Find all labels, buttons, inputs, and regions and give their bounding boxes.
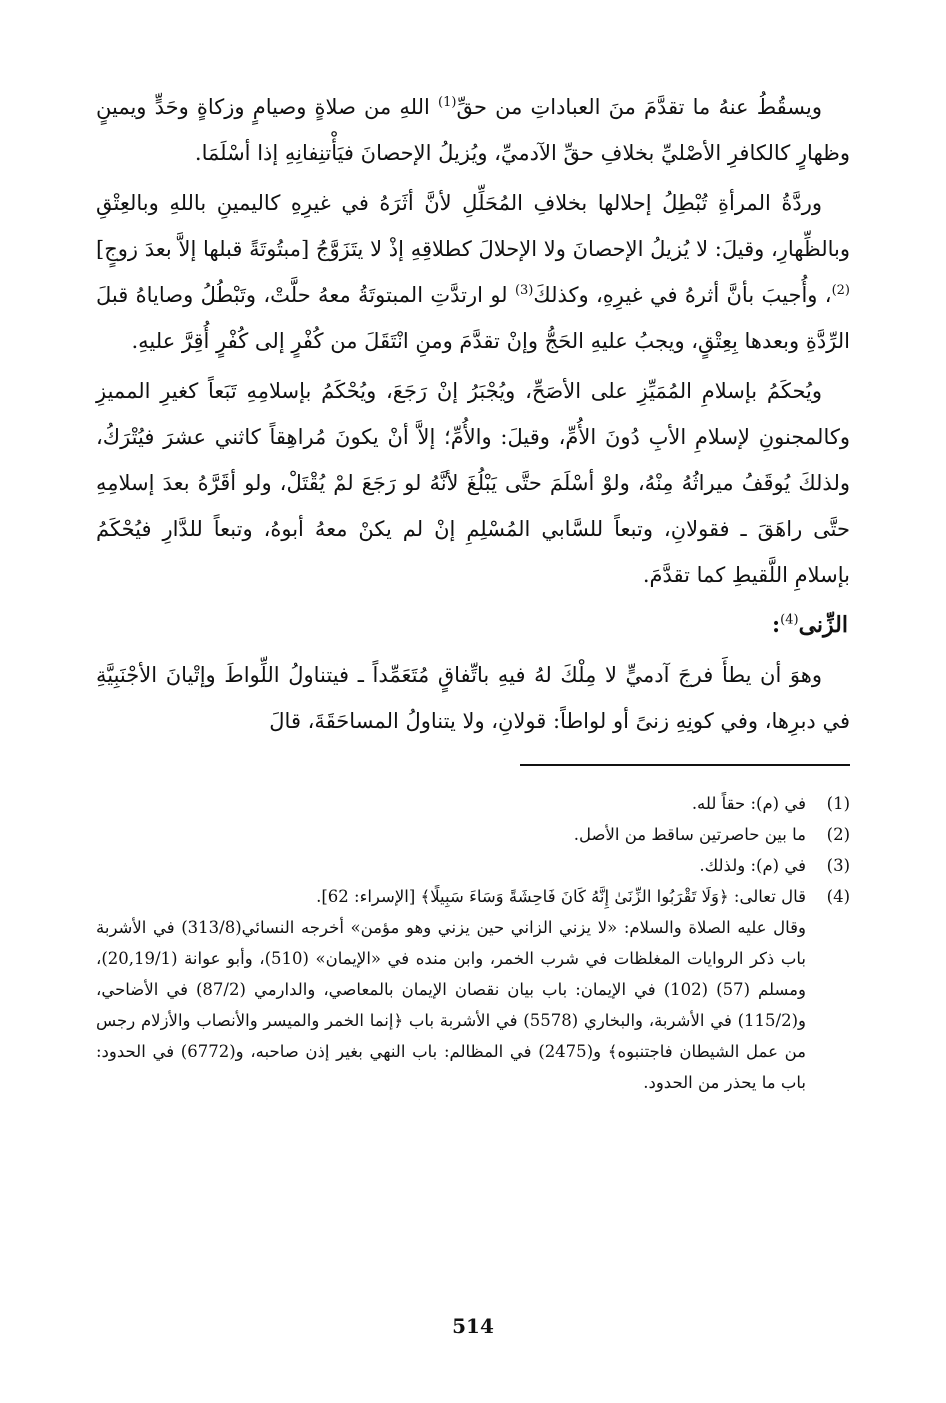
paragraph-1 (96, 84, 850, 176)
paragraph-2-text-b: ، وأُجيبَ بأنَّ أثرهُ في غيرِهِ، وكذلكَ (533, 283, 832, 307)
heading-word: الزِّنى (798, 612, 848, 638)
section-heading (96, 602, 850, 648)
book-page (96, 84, 850, 1374)
main-text (96, 84, 850, 744)
footnote-text: ما بين حاصرتين ساقط من الأصل. (573, 825, 806, 844)
footnote-number: (2) (826, 825, 850, 844)
paragraph-2-text-a: وردَّةُ المرأةِ تُبْطِلُ إحلالها بخلافِ المُحَلِّلِ لأنَّ أثَرَهُ في غيرِهِ كاليمينِ باللهِ وبالعِتْقِ وبالظِّهارِ، وقيلَ: لا يُزيلُ الإحصانَ ولا الإحلالَ كطلاقِهِ إذْ لا يتَزَوَّجُ [مبتُوتَةً قبلها إلاَّ بعدَ زوجٍ] (96, 191, 850, 261)
heading-colon: : (772, 612, 781, 638)
footnote-number: (4) (826, 887, 850, 906)
footnote-ref-4: (4) (780, 612, 799, 628)
footnote-4 (96, 881, 850, 912)
paragraph-2-text-c: لو ارتدَّتِ المبتوتَةُ معهُ حلَّتْ، وتَبْطُلُ وصاياهُ قبلَ الرِّدَّةِ وبعدها بِعِتْقٍ، ويجبُ عليهِ الحَجُّ وإنْ تقدَّمَ ومنِ انْتَقَلَ من كُفْرٍ إلى كُفْرٍ أُقِرَّ عليهِ. (96, 283, 850, 353)
footnote-ref-3: (3) (514, 283, 534, 298)
paragraph-4 (96, 652, 850, 744)
footnote-number: (1) (826, 794, 850, 813)
footnote-1 (96, 788, 850, 819)
paragraph-2 (96, 180, 850, 364)
footnote-ref-2: (2) (831, 283, 850, 298)
footnote-divider (520, 764, 850, 766)
footnote-text: قال تعالى: ﴿وَلَا تَقْرَبُوا الزِّنَىٰ إِنَّهُ كَانَ فَاحِشَةً وَسَاءَ سَبِيلًا﴾ [الإسراء: 62]. (316, 887, 806, 906)
paragraph-1-text-b: اللهِ من صلاةٍ وصيامٍ وزكاةٍ وحَدٍّ ويمينٍ وظهارٍ كالكافرِ الأصْليِّ بخلافِ حقِّ الآدميِّ، ويُزيلُ الإحصانَ فيَأْتنِفانِهِ إذا أسْلَمَا. (96, 95, 850, 165)
page-number: 514 (452, 1314, 494, 1338)
paragraph-3-text: ويُحكَمُ بإسلامِ المُمَيِّزِ على الأصَحِّ، ويُجْبَرُ إنْ رَجَعَ، ويُحْكَمُ بإسلامِهِ تَبَعاً كغيرِ المميزِ وكالمجنونِ لإسلامِ الأبِ دُونَ الأُمِّ، وقيلَ: والأُمِّ؛ إلاَّ أنْ يكونَ مُراهِقاً كاثني عشرَ فيُتْرَكُ، ولذلكَ يُوقَفُ ميراثُهُ مِنْهُ، ولوْ أسْلَمَ حتَّى يَبْلُغَ لأنَّهُ لو رَجَعَ لمْ يُقْتَلْ، ولو أقَرَّهُ بعدَ إسلامِهِ حتَّى راهَقَ ـ فقولانِ، وتبعاً للسَّابي المُسْلِمِ إنْ لم يكنْ معهُ أبوهُ، وتبعاً للدَّارِ فيُحْكَمُ بإسلامِ اللَّقيطِ كما تقدَّمَ. (96, 379, 850, 587)
footnote-3 (96, 850, 850, 881)
footnote-4-continuation: وقال عليه الصلاة والسلام: «لا يزني الزاني حين يزني وهو مؤمن» أخرجه النسائي(313/8) في الأشربة باب ذكر الروايات المغلظات في شرب الخمر، وابن منده في «الإيمان» (510)، وأبو عوانة (20,19/1)، ومسلم (57) (102) في الإيمان: باب بيان نقصان الإيمان بالمعاصي، والدارمي (87/2) في الأضاحي، و(115/2) في الأشربة، والبخاري (5578) في الأشربة باب ﴿إنما الخمر والميسر والأنصاب والأزلام رجس من عمل الشيطان فاجتنبوه﴾ و(2475) في المظالم: باب النهي بغير إذن صاحبه، و(6772) في الحدود: باب ما يحذر من الحدود. (96, 918, 806, 1092)
paragraph-3 (96, 368, 850, 598)
paragraph-1-text-a: ويسقُطُ عنهُ ما تقدَّمَ منَ العباداتِ من حقِّ (456, 95, 822, 119)
footnote-text: في (م): حقاً لله. (691, 794, 806, 813)
footnote-ref-1: (1) (438, 95, 457, 110)
footnote-text: في (م): ولذلك. (699, 856, 806, 875)
paragraph-4-text: وهوَ أن يطأَ فرجَ آدميٍّ لا مِلْكَ لهُ فيهِ باتِّفاقٍ مُتَعَمِّداً ـ فيتناولُ اللِّواطَ وإتْيانَ الأجْنَبِيَّةِ في دبرِها، وفي كونِهِ زنىً أو لواطاً: قولانِ، ولا يتناولُ المساحَقَةَ، قالَ (96, 663, 850, 733)
footnotes (96, 788, 850, 1098)
footnote-number: (3) (826, 856, 850, 875)
footnote-2 (96, 819, 850, 850)
